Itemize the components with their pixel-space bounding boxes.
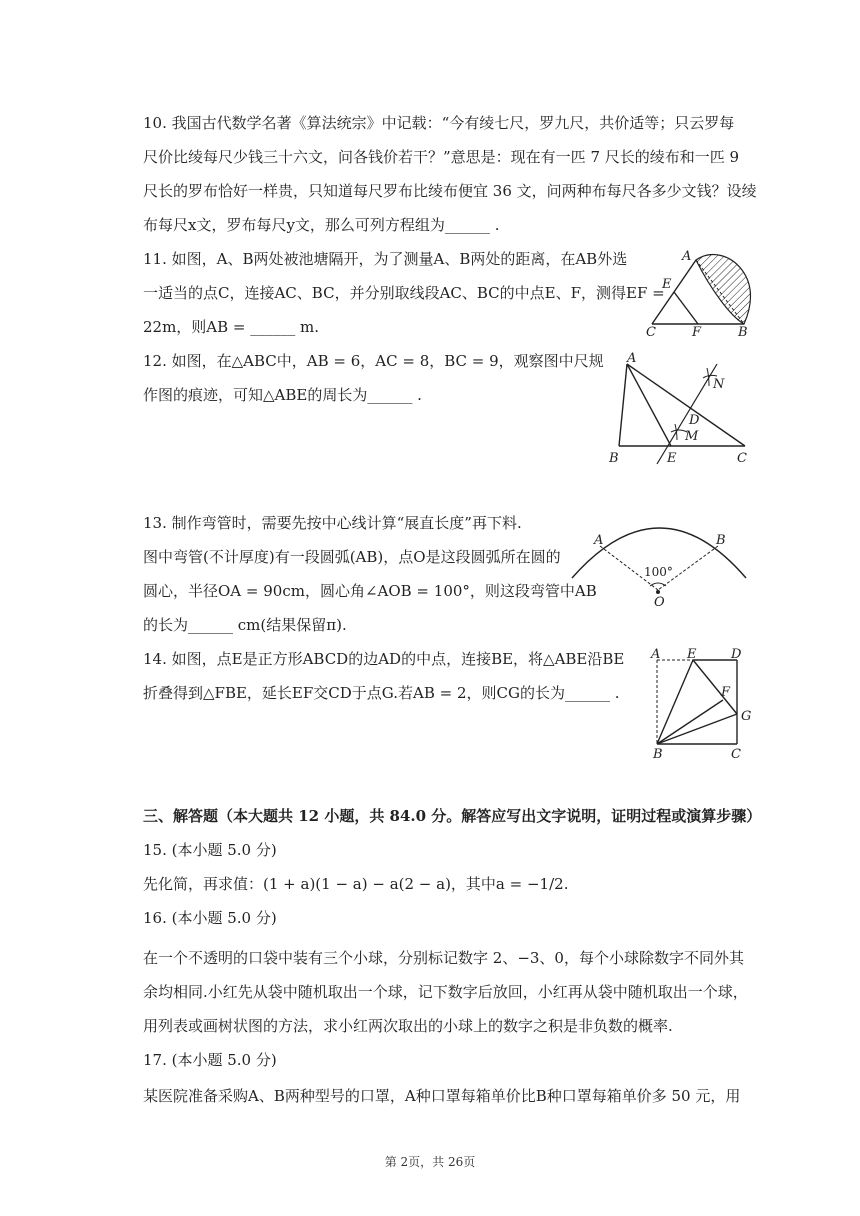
q15-body: 先化简，再求值：(1 + a)(1 − a) − a(2 − a)，其中a = −1/2. (143, 875, 569, 893)
q12-line1: 12. 如图，在△ABC中，AB = 6，AC = 8，BC = 9，观察图中尺规 (143, 352, 604, 370)
q16-line3: 用列表或画树状图的方法，求小红两次取出的小球上的数字之积是非负数的概率. (143, 1017, 673, 1035)
q13-line1: 13. 制作弯管时，需要先按中心线计算“展直长度”再下料. (143, 514, 522, 532)
q13-label-b: B (716, 533, 726, 548)
q17-header: 17. (本小题 5.0 分) (143, 1051, 277, 1069)
q13-line4: 的长为______ cm(结果保留π). (143, 616, 347, 634)
q16-header: 16. (本小题 5.0 分) (143, 909, 277, 927)
q14-label-e: E (687, 647, 697, 662)
q14-label-d: D (731, 647, 742, 662)
q13-arc-figure (570, 508, 750, 610)
q11-label-b: B (738, 325, 748, 340)
q16-line1: 在一个不透明的口袋中装有三个小球，分别标记数字 2、−3、0，每个小球除数字不同外其 (143, 949, 744, 967)
q12-triangle-figure (605, 348, 755, 470)
q11-line2: 一适当的点C，连接AC、BC，并分别取线段AC、BC的中点E、F，测得EF = (143, 284, 665, 302)
q13-line3: 圆心，半径OA = 90cm，圆心角∠AOB = 100°，则这段弯管中AB (143, 582, 597, 600)
q12-line2: 作图的痕迹，可知△ABE的周长为______ . (143, 386, 422, 404)
q12-label-m: M (685, 429, 699, 444)
q12-label-a: A (627, 351, 637, 366)
q14-label-f: F (721, 685, 731, 700)
section3-heading: 三、解答题（本大题共 12 小题，共 84.0 分。解答应写出文字说明，证明过程或演算步骤） (143, 807, 762, 825)
q10-line2: 尺价比绫每尺少钱三十六文，问各钱价若干？”意思是：现在有一匹 7 尺长的绫布和一匹 9 (143, 148, 740, 166)
q10-line4: 布每尺x文，罗布每尺y文，那么可列方程组为______ . (143, 216, 500, 234)
page-footer: 第 2页，共 26页 (384, 1155, 476, 1169)
q12-label-c: C (737, 451, 747, 466)
q16-line2: 余均相同.小红先从袋中随机取出一个球，记下数字后放回，小红再从袋中随机取出一个球， (143, 983, 748, 1001)
q10-line1: 10. 我国古代数学名著《算法统宗》中记载：“今有绫七尺，罗九尺，共价适等；只云罗每 (143, 114, 735, 132)
q11-label-e: E (662, 277, 672, 292)
q13-label-angle: 100° (644, 565, 673, 579)
q14-line2: 折叠得到△FBE，延长EF交CD于点G.若AB = 2，则CG的长为______ . (143, 684, 620, 702)
q12-label-b: B (609, 451, 619, 466)
q14-label-g: G (741, 709, 752, 724)
q12-label-d: D (689, 413, 700, 428)
q12-label-n: N (713, 377, 725, 392)
q14-line1: 14. 如图，点E是正方形ABCD的边AD的中点，连接BE，将△ABE沿BE (143, 650, 625, 668)
q17-line1: 某医院准备采购A、B两种型号的口罩，A种口罩每箱单价比B种口罩每箱单价多 50 元，用 (143, 1087, 741, 1105)
q11-label-a: A (682, 249, 692, 264)
q13-line2: 图中弯管(不计厚度)有一段圆弧(AB)，点O是这段圆弧所在圆的 (143, 548, 561, 566)
q11-label-f: F (692, 325, 702, 340)
q13-label-o: O (654, 595, 665, 610)
q11-line1: 11. 如图，A、B两处被池塘隔开，为了测量A、B两处的距离，在AB外选 (143, 250, 628, 268)
q11-label-c: C (646, 325, 656, 340)
q11-pond-figure (640, 248, 765, 340)
q13-label-a: A (594, 533, 604, 548)
q10-line3: 尺长的罗布恰好一样贵，只知道每尺罗布比绫布便宜 36 文，问两种布每尺各多少文钱？设绫 (143, 182, 757, 200)
q11-line3: 22m，则AB = ______ m. (143, 318, 320, 336)
pond-shape (696, 255, 751, 324)
q14-label-b: B (653, 747, 663, 762)
q14-label-a: A (651, 647, 661, 662)
q14-label-c: C (731, 747, 741, 762)
q14-square-figure (645, 646, 755, 764)
q12-label-e: E (667, 451, 677, 466)
q15-header: 15. (本小题 5.0 分) (143, 841, 277, 859)
